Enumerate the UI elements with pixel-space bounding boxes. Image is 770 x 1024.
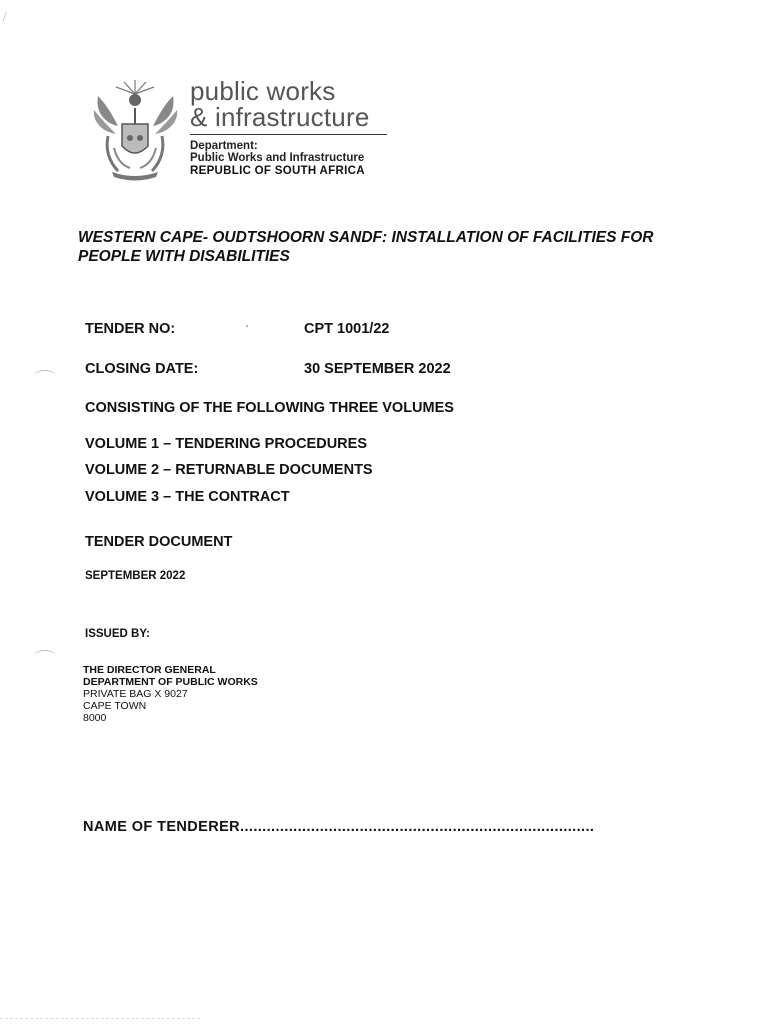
volume-item: VOLUME 2 – RETURNABLE DOCUMENTS xyxy=(85,462,373,478)
tender-number-label: TENDER NO: xyxy=(85,321,176,337)
issuer-line: 8000 xyxy=(83,712,107,724)
brand-line-2: & infrastructure xyxy=(190,102,370,132)
coat-of-arms-icon xyxy=(88,76,183,181)
closing-date-value: 30 SEPTEMBER 2022 xyxy=(304,361,451,377)
issuer-line: PRIVATE BAG X 9027 xyxy=(83,688,188,700)
closing-date-label: CLOSING DATE: xyxy=(85,361,199,377)
tender-number-mark: ʻ xyxy=(246,324,249,335)
scan-edge-artifact xyxy=(0,1018,200,1019)
brand-line-1: public works xyxy=(190,76,336,106)
volume-item: VOLUME 1 – TENDERING PROCEDURES xyxy=(85,436,367,452)
document-title: WESTERN CAPE- OUDTSHOORN SANDF: INSTALLATION OF FACILITIES FOR PEOPLE WITH DISABILITIES xyxy=(78,229,654,265)
tender-number-value: CPT 1001/22 xyxy=(304,321,390,337)
tenderer-name-field: NAME OF TENDERER................................................................................ xyxy=(83,819,595,835)
document-date: SEPTEMBER 2022 xyxy=(85,570,186,582)
issuer-line: CAPE TOWN xyxy=(83,700,147,712)
issuer-line: THE DIRECTOR GENERAL xyxy=(83,664,216,676)
punch-hole-mark xyxy=(34,370,56,383)
document-type: TENDER DOCUMENT xyxy=(85,534,233,550)
scan-artifact xyxy=(2,12,9,23)
department-name: Public Works and Infrastructure xyxy=(190,152,365,164)
punch-hole-mark xyxy=(34,650,56,663)
brand-divider xyxy=(190,134,387,135)
volumes-heading: CONSISTING OF THE FOLLOWING THREE VOLUMES xyxy=(85,400,454,416)
country-name: REPUBLIC OF SOUTH AFRICA xyxy=(190,165,365,177)
issued-by-heading: ISSUED BY: xyxy=(85,628,150,640)
department-label: Department: xyxy=(190,140,258,152)
volume-item: VOLUME 3 – THE CONTRACT xyxy=(85,489,290,505)
issuer-line: DEPARTMENT OF PUBLIC WORKS xyxy=(83,676,258,688)
